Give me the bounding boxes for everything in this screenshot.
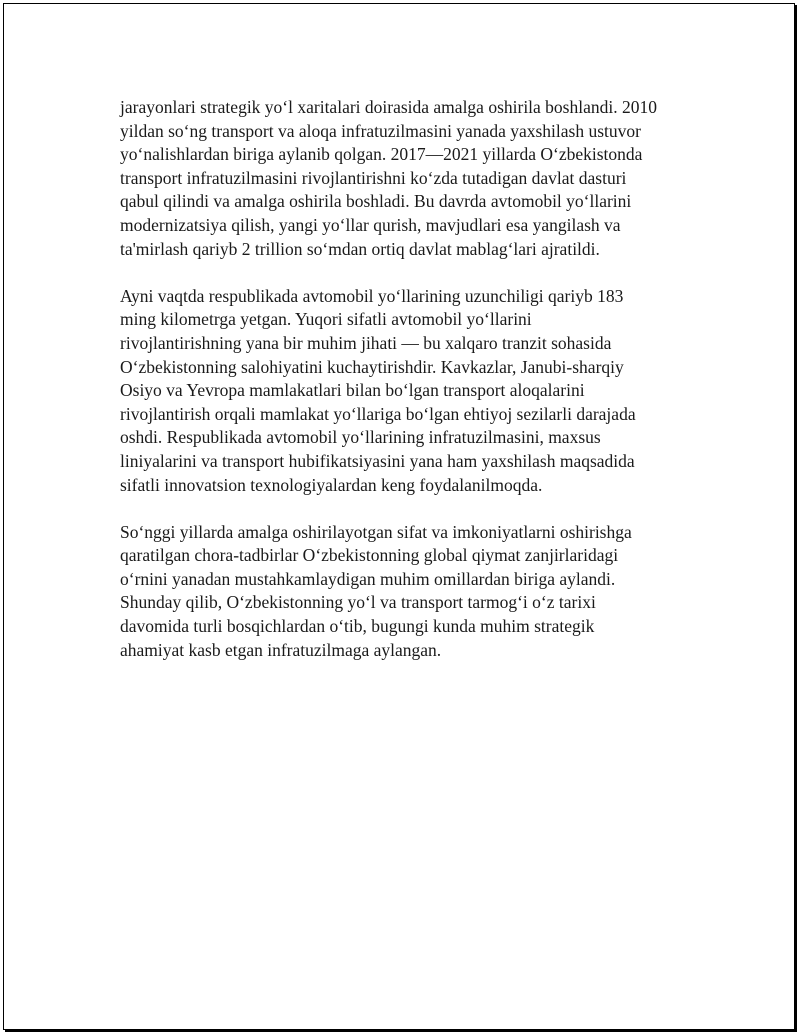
text-line: yildan so‘ng transport va aloqa infratuzilmasini yanada yaxshilash ustuvor (120, 120, 641, 141)
text-line: So‘nggi yillarda amalga oshirilayotgan sifat va imkoniyatlarni oshirishga (120, 521, 632, 542)
paragraph-3 (120, 521, 710, 663)
text-line: rivojlantirishning yana bir muhim jihati — bu xalqaro tranzit sohasida (120, 332, 612, 353)
text-line: Ayni vaqtda respublikada avtomobil yo‘llarining uzunchiligi qariyb 183 (120, 285, 624, 306)
text-line: sifatli innovatsion texnologiyalardan keng foydalanilmoqda. (120, 474, 543, 495)
text-line: ta'mirlash qariyb 2 trillion so‘mdan ortiq davlat mablag‘lari ajratildi. (120, 238, 600, 259)
text-line: Shunday qilib, O‘zbekistonning yo‘l va transport tarmog‘i o‘z tarixi (120, 592, 596, 613)
text-line: O‘zbekistonning salohiyatini kuchaytirishdir. Kavkazlar, Janubi-sharqiy (120, 356, 624, 377)
text-line: transport infratuzilmasini rivojlantirishni ko‘zda tutadigan davlat dasturi (120, 167, 627, 188)
text-line: qabul qilindi va amalga oshirila boshladi. Bu davrda avtomobil yo‘llarini (120, 191, 632, 212)
text-line: davomida turli bosqichlardan o‘tib, bugungi kunda muhim strategik (120, 616, 595, 637)
paragraph-2 (120, 285, 710, 497)
text-line: ahamiyat kasb etgan infratuzilmaga aylangan. (120, 639, 442, 660)
text-line: yo‘nalishlardan biriga aylanib qolgan. 2017—2021 yillarda O‘zbekistonda (120, 144, 643, 165)
text-line: ming kilometrga yetgan. Yuqori sifatli avtomobil yo‘llarini (120, 309, 532, 330)
text-line: liniyalarini va transport hubifikatsiyasini yana ham yaxshilash maqsadida (120, 450, 635, 471)
text-line: qaratilgan chora-tadbirlar O‘zbekistonning global qiymat zanjirlaridagi (120, 545, 619, 566)
document-body (120, 96, 710, 686)
text-line: jarayonlari strategik yo‘l xaritalari doirasida amalga oshirila boshlandi. 2010 (120, 97, 657, 117)
text-line: oshdi. Respublikada avtomobil yo‘llarining infratuzilmasini, maxsus (120, 427, 601, 448)
text-line: o‘rnini yanadan mustahkamlaydigan muhim omillardan biriga aylandi. (120, 568, 616, 589)
text-line: Osiyo va Yevropa mamlakatlari bilan bo‘lgan transport aloqalarini (120, 380, 585, 401)
text-line: rivojlantirish orqali mamlakat yo‘llariga bo‘lgan ehtiyoj sezilarli darajada (120, 403, 636, 424)
document-page (3, 3, 795, 1030)
text-line: modernizatsiya qilish, yangi yo‘llar qurish, mavjudlari esa yangilash va (120, 214, 621, 235)
paragraph-1 (120, 96, 710, 261)
